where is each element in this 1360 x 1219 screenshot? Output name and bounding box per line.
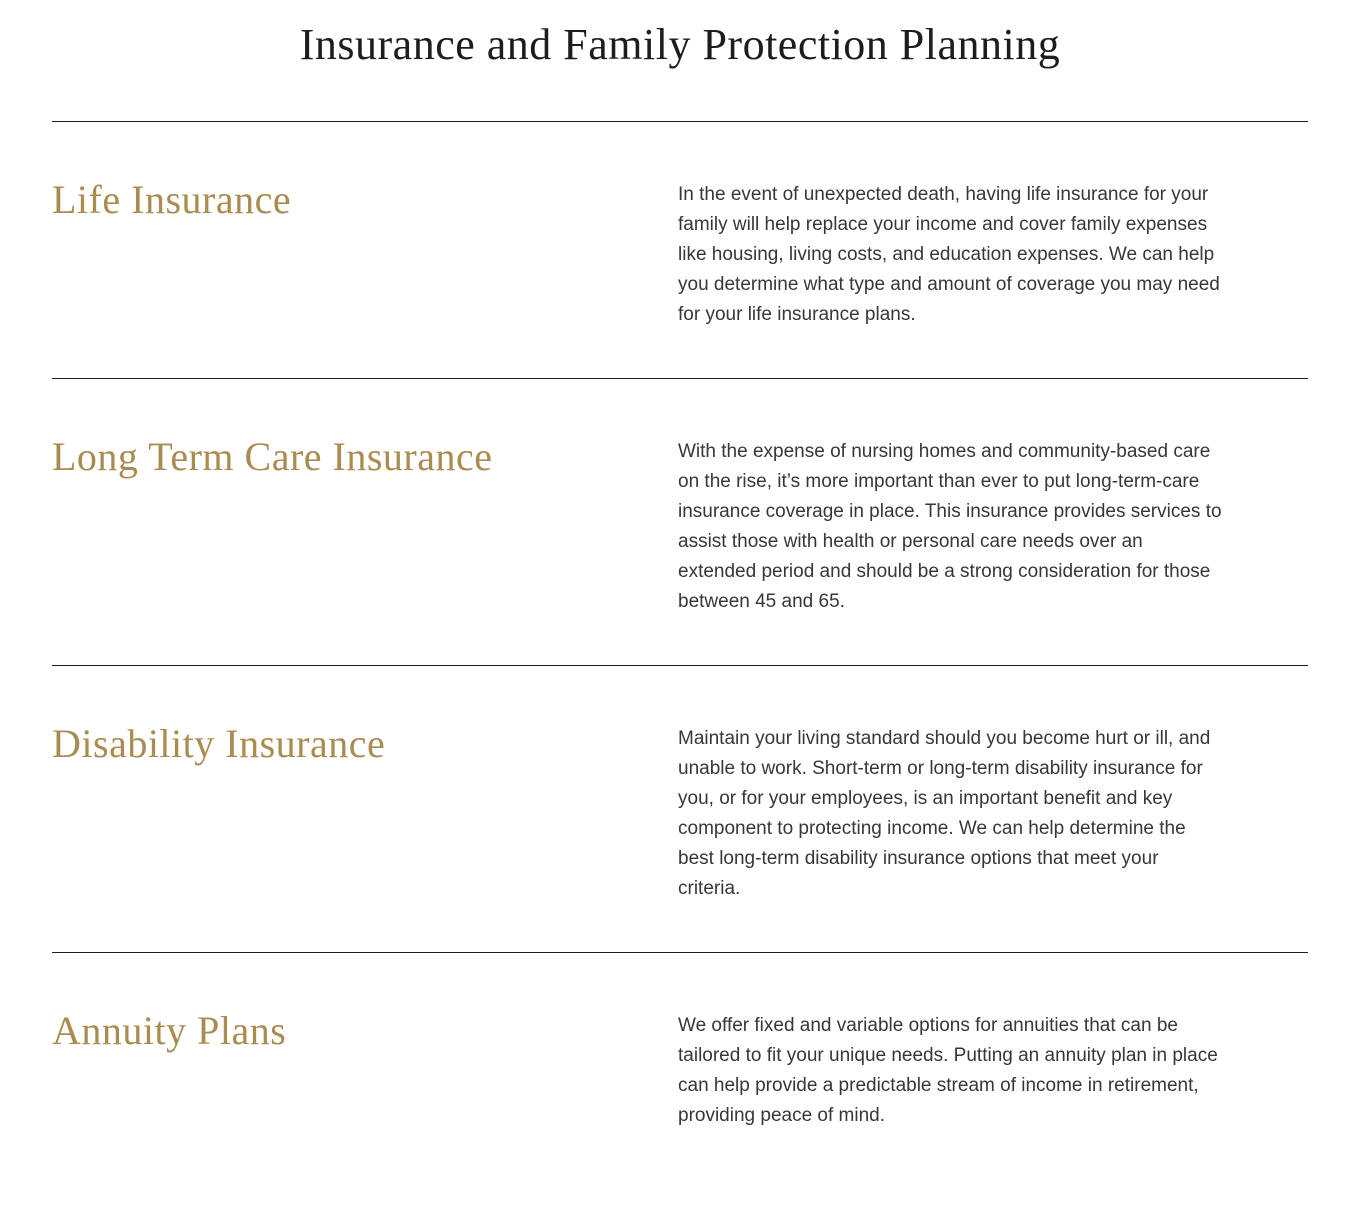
page-title: Insurance and Family Protection Planning bbox=[299, 20, 1061, 69]
section-life-insurance bbox=[52, 122, 1308, 378]
section-heading-long-term-care-insurance: Long Term Care Insurance bbox=[52, 433, 493, 479]
section-body-long-term-care-insurance: With the expense of nursing homes and community-based care on the rise, it’s more important than ever to put long-term-care insurance coverage in place. This insurance provides services to assist those with health or personal care needs over an extended period and should be a strong consideration for those between 45 and 65. bbox=[678, 440, 1222, 612]
section-body-life-insurance: In the event of unexpected death, having life insurance for your family will help replace your income and cover family expenses like housing, living costs, and education expenses. We can help you determine what type and amount of coverage you may need for your life insurance plans. bbox=[678, 183, 1220, 325]
section-heading-annuity-plans: Annuity Plans bbox=[52, 1007, 287, 1053]
section-annuity-plans bbox=[52, 953, 1308, 1179]
section-body-disability-insurance: Maintain your living standard should you become hurt or ill, and unable to work. Short-term or long-term disability insurance for you, or for your employees, is an important benefit and key component to protecting income. We can help determine the best long-term disability insurance options that meet your criteria. bbox=[678, 727, 1211, 899]
section-disability-insurance bbox=[52, 666, 1308, 952]
section-long-term-care-insurance bbox=[52, 379, 1308, 665]
section-heading-disability-insurance: Disability Insurance bbox=[52, 720, 386, 766]
section-heading-life-insurance: Life Insurance bbox=[52, 176, 292, 222]
section-body-annuity-plans: We offer fixed and variable options for annuities that can be tailored to fit your unique needs. Putting an annuity plan in place can help provide a predictable stream of income in retirement, providing peace of mind. bbox=[678, 1014, 1218, 1126]
